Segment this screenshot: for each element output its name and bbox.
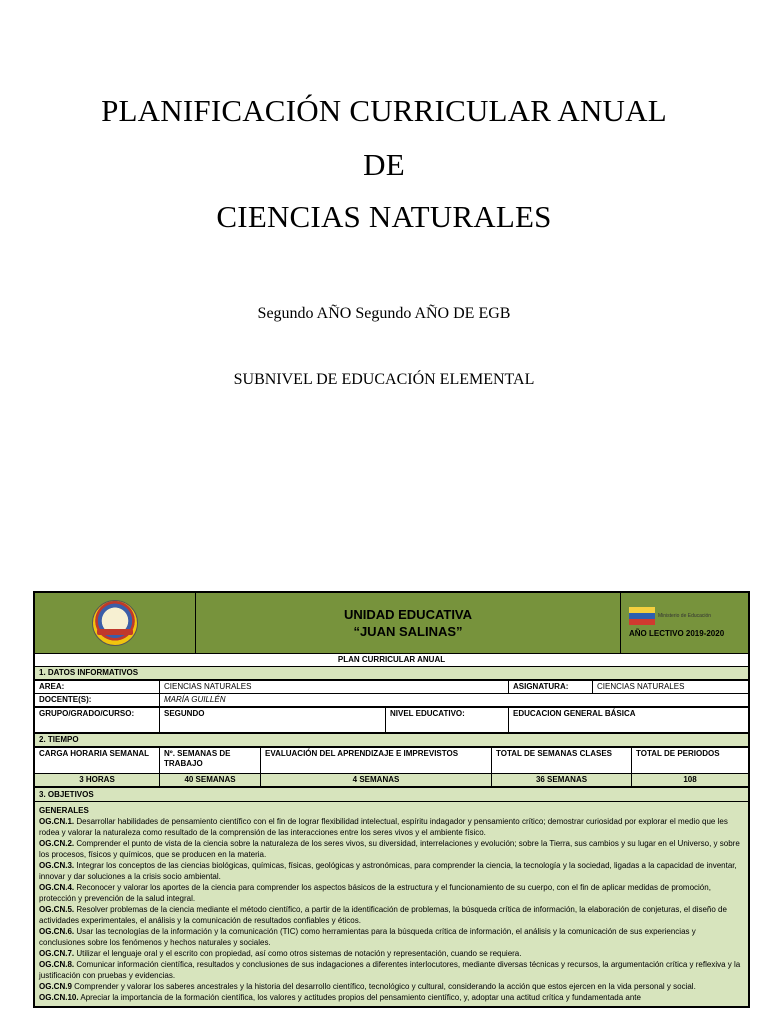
tiempo-value-semanas: 40 SEMANAS: [160, 774, 261, 787]
nivel-value: EDUCACION GENERAL BÁSICA: [509, 708, 749, 733]
objective-code: OG.CN.5.: [39, 905, 75, 914]
objective-item: OG.CN.7. Utilizar el lenguaje oral y el escrito con propiedad, así como otros sistemas de notación y representación, cuando se requiera.: [39, 949, 522, 958]
objective-code: OG.CN.1.: [39, 817, 75, 826]
objective-item: OG.CN.1. Desarrollar habilidades de pensamiento científico con el fin de lograr flexibilidad intelectual, espíritu indagador y pensamiento crítico; demostrar curiosidad por explorar el medio que les rodea y valorar la naturaleza como resultado de la comprensión de las interacciones entre los seres vivos y el ambiente físico.: [39, 817, 728, 837]
tiempo-section-table: [34, 733, 749, 747]
plan-title-table: [34, 654, 749, 680]
objective-item: OG.CN.8. Comunicar información científica, resultados y conclusiones de sus indagaciones a diferentes interlocutores, mediante diversas técnicas y recursos, la argumentación crítica y reflexiva y la justificación con pruebas y evidencias.: [39, 960, 741, 980]
ministry-cell: [621, 593, 749, 654]
tiempo-header-semanas: Nº. SEMANAS DE TRABAJO: [160, 748, 261, 774]
section-objetivos: 3. OBJETIVOS: [35, 788, 749, 802]
tiempo-value-periodos: 108: [632, 774, 749, 787]
plan-title: PLAN CURRICULAR ANUAL: [35, 654, 749, 667]
objetivos-generales-heading: GENERALES: [39, 806, 89, 815]
objective-item: OG.CN.3. Integrar los conceptos de las ciencias biológicas, químicas, físicas, geológicas y astronómicas, para comprender la ciencia, la tecnología y la sociedad, ligadas a la capacidad de inventar, innovar y dar soluciones a la crisis socio ambiental.: [39, 861, 737, 881]
tiempo-table: [34, 747, 749, 787]
section-tiempo: 2. TIEMPO: [35, 734, 749, 747]
objetivos-list: [35, 802, 749, 1007]
objective-item: OG.CN.10. Apreciar la importancia de la formación científica, los valores y actitudes propios del pensamiento científico, y, adoptar una actitud crítica y fundamentada ante: [39, 993, 641, 1002]
tiempo-value-carga: 3 HORAS: [35, 774, 160, 787]
objective-code: OG.CN.10.: [39, 993, 79, 1002]
grupo-label: GRUPO/GRADO/CURSO:: [35, 708, 160, 733]
section-datos-informativos: 1. DATOS INFORMATIVOS: [35, 667, 749, 680]
objective-item: OG.CN.6. Usar las tecnologías de la información y la comunicación (TIC) como herramientas para la búsqueda crítica de información, el análisis y la comunicación de sus experiencias y conclusiones sobre los fenómenos y hechos naturales y sociales.: [39, 927, 696, 947]
tiempo-header-evaluacion: EVALUACIÓN DEL APRENDIZAJE E IMPREVISTOS: [261, 748, 492, 774]
ministry-flag-icon: [629, 607, 655, 625]
objective-code: OG.CN.2.: [39, 839, 75, 848]
cover-title-line3: CIENCIAS NATURALES: [216, 199, 552, 234]
institution-cell: [196, 593, 621, 654]
institution-line1: UNIDAD EDUCATIVA: [343, 607, 473, 622]
school-logo-cell: [35, 593, 196, 654]
docente-value: MARÍA GUILLÉN: [160, 694, 749, 707]
objective-item: OG.CN.9 Comprender y valorar los saberes ancestrales y la historia del desarrollo científico, tecnológico y cultural, considerando la acción que estos ejercen en la vida personal y social.: [39, 982, 696, 991]
area-label: AREA:: [35, 681, 160, 694]
cover-title-line2: DE: [363, 147, 405, 182]
area-value: CIENCIAS NATURALES: [160, 681, 509, 694]
asignatura-label: ASIGNATURA:: [509, 681, 593, 694]
school-year: AÑO LECTIVO 2019-2020: [629, 629, 725, 638]
objective-code: OG.CN.7.: [39, 949, 75, 958]
objective-code: OG.CN.9: [39, 982, 72, 991]
objective-item: OG.CN.2. Comprender el punto de vista de la ciencia sobre la naturaleza de los seres vivos, su diversidad, interrelaciones y evolución; sobre la Tierra, sus cambios y su lugar en el Universo, y sobre los procesos, físicos y químicos, que se producen en la materia.: [39, 839, 740, 859]
header-table: [34, 592, 749, 654]
datos-table: [34, 680, 749, 707]
objective-code: OG.CN.8.: [39, 960, 75, 969]
grupo-value: SEGUNDO: [160, 708, 386, 733]
objective-item: OG.CN.4. Reconocer y valorar los aportes de la ciencia para comprender los aspectos básicos de la estructura y el funcionamiento de su cuerpo, con el fin de aplicar medidas de promoción, protección y prevención de la salud integral.: [39, 883, 711, 903]
school-logo-icon: [92, 600, 138, 646]
cover-subtitle-level: SUBNIVEL DE EDUCACIÓN ELEMENTAL: [233, 371, 535, 388]
tiempo-value-evaluacion: 4 SEMANAS: [261, 774, 492, 787]
tiempo-header-total-semanas: TOTAL DE SEMANAS CLASES: [492, 748, 632, 774]
objective-code: OG.CN.6.: [39, 927, 75, 936]
objetivos-table: [34, 787, 749, 1007]
objective-item: OG.CN.5. Resolver problemas de la ciencia mediante el método científico, a partir de la identificación de problemas, la búsqueda crítica de información, la elaboración de conjeturas, el diseño de actividades experimentales, el análisis y la comunicación de resultados confiables y éticos.: [39, 905, 727, 925]
tiempo-header-periodos: TOTAL DE PERIODOS: [632, 748, 749, 774]
ministry-text: Ministerio de Educación: [658, 613, 712, 619]
institution-line2: “JUAN SALINAS”: [353, 624, 463, 639]
docente-label: DOCENTE(S):: [35, 694, 160, 707]
cover-title-line1: PLANIFICACIÓN CURRICULAR ANUAL: [101, 93, 667, 128]
cover-subtitle-grade: Segundo AÑO Segundo AÑO DE EGB: [257, 305, 511, 322]
tiempo-header-carga: CARGA HORARIA SEMANAL: [35, 748, 160, 774]
tiempo-value-total-semanas: 36 SEMANAS: [492, 774, 632, 787]
grupo-table: [34, 707, 749, 733]
nivel-label: NIVEL EDUCATIVO:: [386, 708, 509, 733]
asignatura-value: CIENCIAS NATURALES: [593, 681, 749, 694]
objective-code: OG.CN.4.: [39, 883, 75, 892]
curricular-plan-table: [33, 591, 750, 1008]
objective-code: OG.CN.3.: [39, 861, 75, 870]
